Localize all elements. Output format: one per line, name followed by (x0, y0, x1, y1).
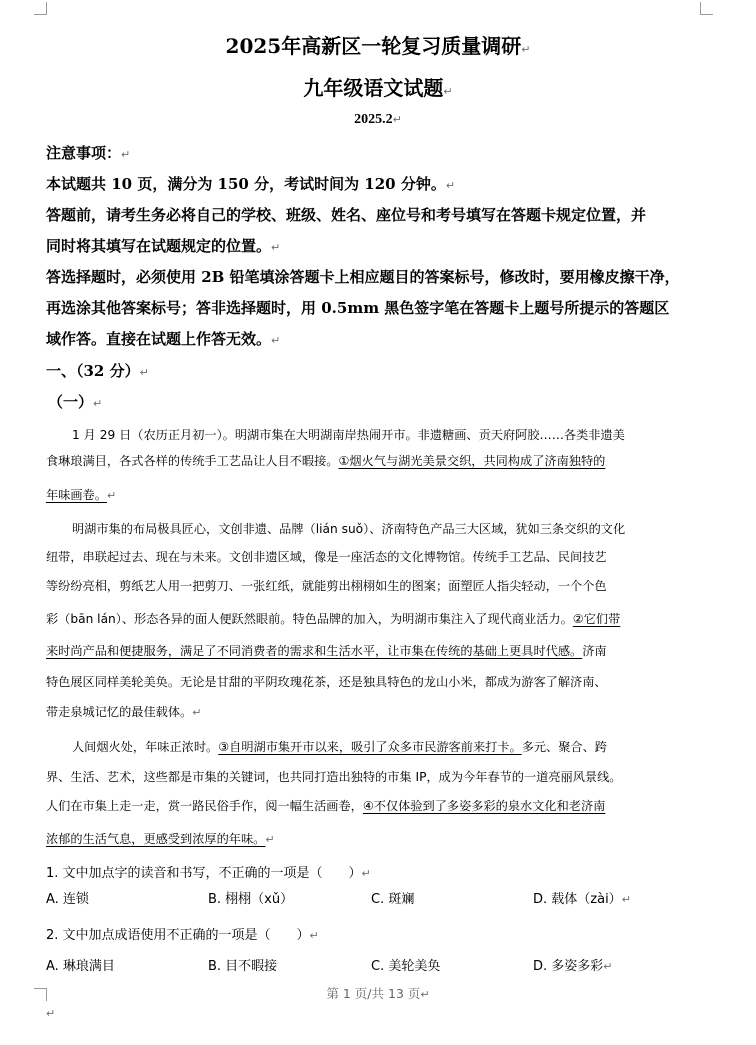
end-paragraph-mark: ↵ (46, 1007, 56, 1020)
underlined-sentence-4b: 浓郁的生活气息，更感受到浓厚的年味。 (46, 832, 266, 846)
underlined-sentence-2a: ②它们带 (572, 612, 621, 626)
passage-p2-line-1: 明湖市集的布局极具匠心，文创非遗、品牌（lián suǒ）、济南特色产品三大区域，犹如三条交织的文化 (72, 522, 626, 536)
question-1-option-a: A. 连锁 (46, 892, 89, 907)
section-heading: 一、（32 分）↵ (46, 362, 149, 380)
crop-mark-top-right (700, 2, 713, 15)
passage-p2-line-7: 带走泉城记忆的最佳载体。↵ (46, 705, 202, 719)
underlined-sentence-2b: 来时尚产品和便捷服务，满足了不同消费者的需求和生活水平，让市集在传统的基础上更具时代感。 (46, 644, 583, 658)
question-1-option-b: B. 栩栩（xǔ） (208, 892, 294, 907)
question-1-stem: 1. 文中加点字的读音和书写，不正确的一项是（ ）↵ (46, 866, 371, 881)
exam-date: 2025.2↵ (354, 112, 402, 127)
notice-line-5: 再选涂其他答案标号；答非选择题时，用 0.5mm 黑色签字笔在答题卡上题号所提示的答题区 (46, 299, 670, 317)
question-2-stem: 2. 文中加点成语使用不正确的一项是（ ）↵ (46, 928, 319, 943)
crop-mark-top-left (34, 2, 47, 15)
passage-p3-line-3: 人们在市集上走一走，赏一路民俗手作，阅一幅生活画卷，④不仅体验到了多姿多彩的泉水文化和老济南 (46, 799, 606, 813)
notice-line-2: 答题前，请考生务必将自己的学校、班级、姓名、座位号和考号填写在答题卡规定位置，并 (46, 206, 647, 224)
question-1-option-d: D. 载体（zài）↵ (533, 892, 631, 907)
passage-p1-line-2: 食琳琅满目，各式各样的传统手工艺品让人目不暇接。①烟火气与湖光美景交织，共同构成了济南独特的 (46, 454, 606, 468)
notice-line-3: 同时将其填写在试题规定的位置。↵ (46, 237, 281, 255)
passage-p2-line-4: 彩（bān lán）、形态各异的面人便跃然眼前。特色品牌的加入，为明湖市集注入了现代商业活力。②它们带 (46, 612, 621, 626)
passage-p2-line-5: 来时尚产品和便捷服务，满足了不同消费者的需求和生活水平，让市集在传统的基础上更具时代感。济南 (46, 644, 607, 658)
passage-p2-line-2: 纽带，串联起过去、现在与未来。文创非遗区域，像是一座活态的文化博物馆。传统手工艺品、民间技艺 (46, 550, 607, 564)
subsection-heading: （一）↵ (48, 393, 103, 411)
underlined-sentence-3: ③自明湖市集开市以来，吸引了众多市民游客前来打卡。 (218, 740, 522, 754)
question-2-option-c: C. 美轮美奂 (371, 959, 441, 974)
notice-line-6: 域作答。直接在试题上作答无效。↵ (46, 330, 281, 348)
passage-p3-line-4: 浓郁的生活气息，更感受到浓厚的年味。↵ (46, 832, 275, 846)
question-2-option-b: B. 目不暇接 (208, 959, 278, 974)
notice-line-1: 本试题共 10 页，满分为 150 分，考试时间为 120 分钟。↵ (46, 175, 456, 193)
question-2-option-a: A. 琳琅满目 (46, 959, 115, 974)
passage-p1-line-1: 1 月 29 日（农历正月初一）。明湖市集在大明湖南岸热闹开市。非遗糖画、贡天府阿胶……各类非遗美 (72, 428, 625, 442)
passage-p2-line-3: 等纷纷亮相，剪纸艺人用一把剪刀、一张红纸，就能剪出栩栩如生的图案；面塑匠人指尖轻动，一个个色 (46, 579, 607, 593)
underlined-sentence-4a: ④不仅体验到了多姿多彩的泉水文化和老济南 (362, 799, 606, 813)
exam-subtitle: 九年级语文试题↵ (303, 76, 453, 100)
notice-line-4: 答选择题时，必须使用 2B 铅笔填涂答题卡上相应题目的答案标号，修改时，要用橡皮擦干净， (46, 268, 680, 286)
page-footer: 第 1 页/共 13 页↵ (326, 986, 430, 1001)
exam-title: 2025年高新区一轮复习质量调研↵ (225, 34, 531, 58)
passage-p3-line-2: 界、生活、艺术，这些都是市集的关键词，也共同打造出独特的市集 IP，成为今年春节的一道亮丽风景线。 (46, 770, 622, 784)
question-2-option-d: D. 多姿多彩↵ (533, 959, 613, 974)
passage-p2-line-6: 特色展区同样美轮美奂。无论是甘甜的平阴玫瑰花茶，还是独具特色的龙山小米，都成为游客了解济南、 (46, 675, 607, 689)
notice-heading: 注意事项：↵ (46, 144, 131, 162)
underlined-sentence-1: ①烟火气与湖光美景交织，共同构成了济南独特的 (338, 454, 606, 468)
passage-p1-line-3: 年味画卷。↵ (46, 488, 117, 502)
passage-p3-line-1: 人间烟火处，年味正浓时。③自明湖市集开市以来，吸引了众多市民游客前来打卡。多元、聚合、跨 (72, 740, 607, 754)
question-1-option-c: C. 斑斓 (371, 892, 415, 907)
